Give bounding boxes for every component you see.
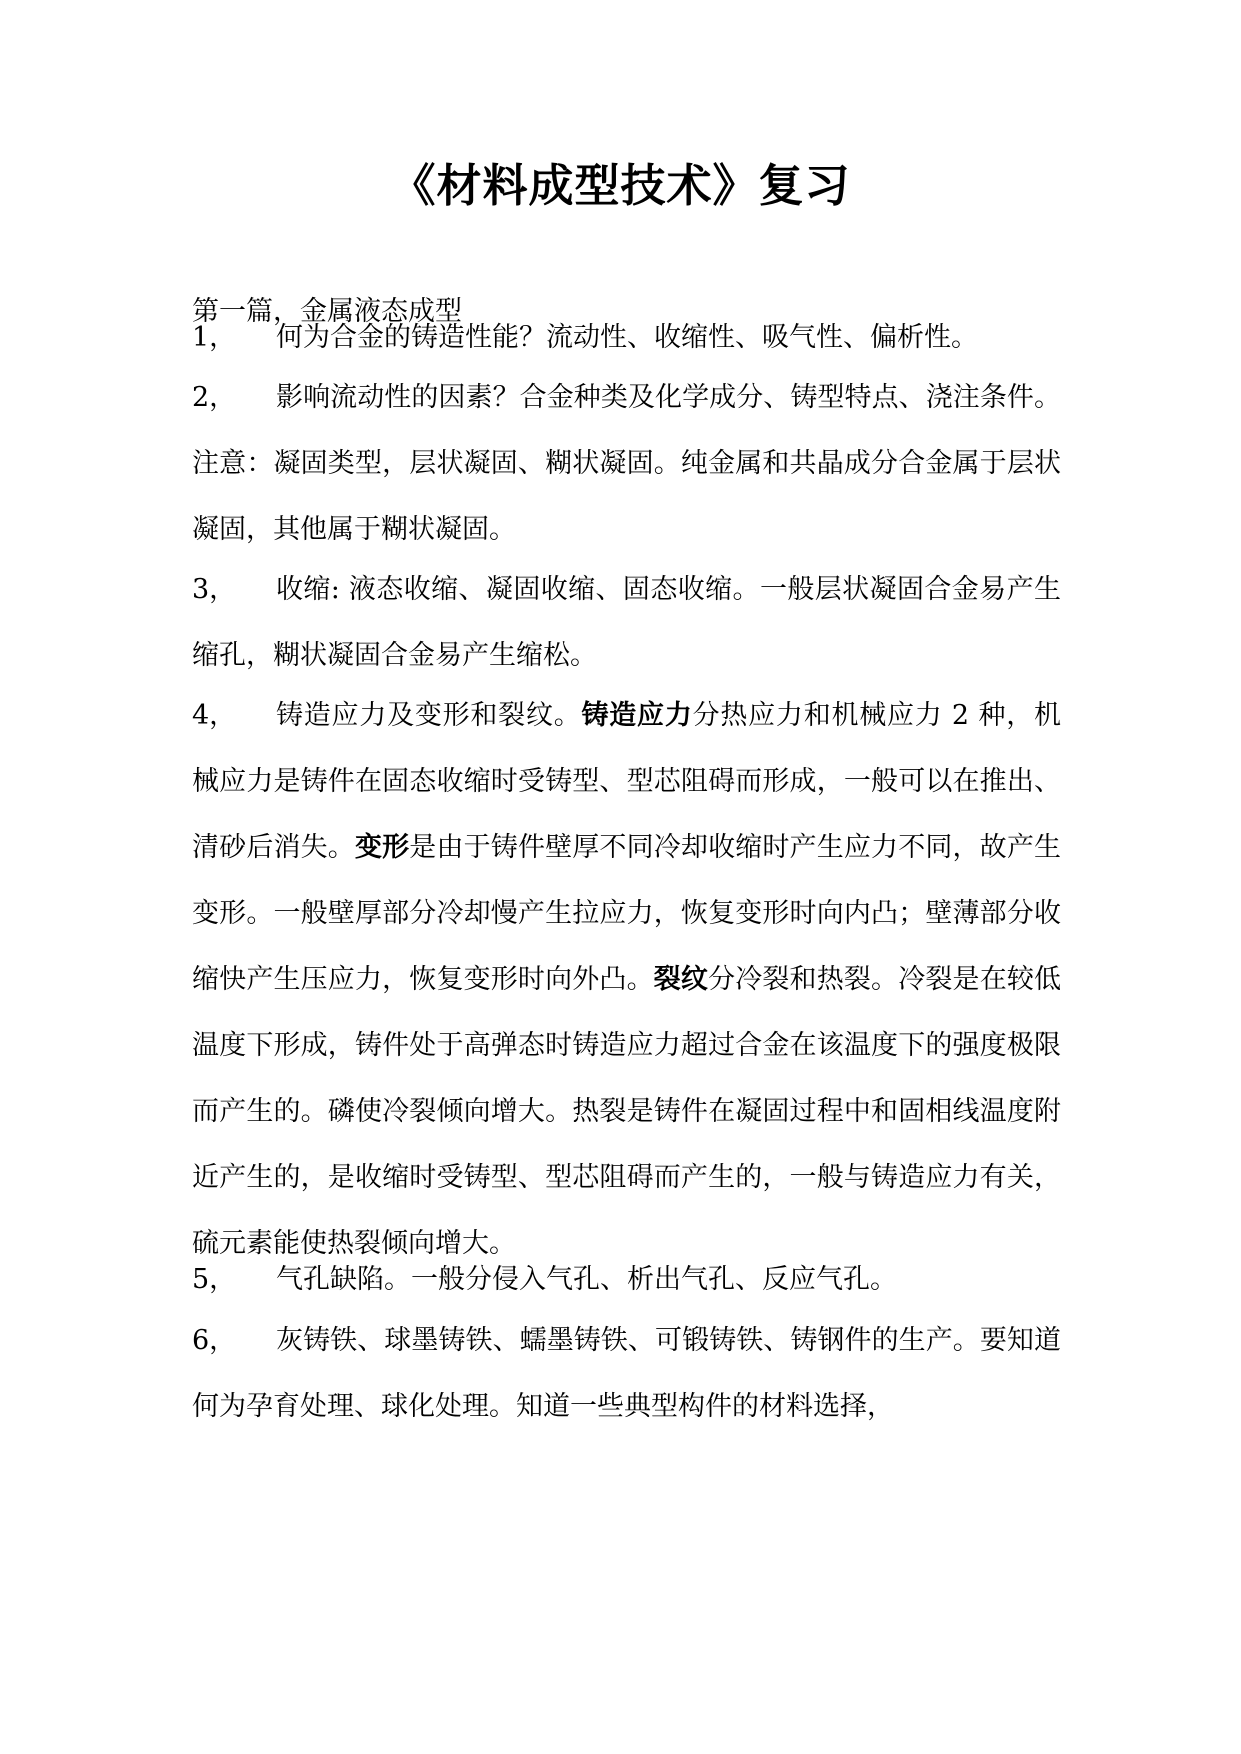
item-text-segment: 分热应力和机械应力 2 种，机械应力是铸件在固态收缩时受铸型、型芯阻碍而形成，一般可以在推出、清砂后消失。: [192, 700, 1062, 863]
item-number: 1，: [192, 322, 237, 353]
item-text-segment: 铸造应力及变形和裂纹。: [276, 700, 582, 731]
item-text: 气孔缺陷。一般分侵入气孔、析出气孔、反应气孔。: [276, 1264, 897, 1295]
item-number: 4，: [192, 700, 237, 731]
term-deformation: 变形: [354, 832, 410, 863]
item-text: 灰铸铁、球墨铸铁、蠕墨铸铁、可锻铸铁、铸钢件的生产。要知道何为孕育处理、球化处理。知道一些典型构件的材料选择，: [192, 1325, 1061, 1422]
item-text-segment: 分冷裂和热裂。冷裂是在较低温度下形成，铸件处于高弹态时铸造应力超过合金在该温度下的强度极限而产生的。磷使冷裂倾向增大。热裂是铸件在凝固过程中和固相线温度附近产生的，是收缩时受铸型、型芯阻碍而产生的，一般与铸造应力有关，硫元素能使热裂倾向增大。: [192, 964, 1062, 1259]
item-number: 5，: [192, 1264, 237, 1295]
item-text: [154, 683, 1061, 1277]
item-text: 何为合金的铸造性能？流动性、收缩性、吸气性、偏析性。: [276, 322, 978, 353]
list-item-6: [192, 1308, 1061, 1440]
item-text: 影响流动性的因素？合金种类及化学成分、铸型特点、浇注条件。注意：凝固类型，层状凝固、糊状凝固。纯金属和共晶成分合金属于层状凝固，其他属于糊状凝固。: [192, 382, 1061, 545]
list-item-3: [192, 557, 1061, 689]
term-cracks: 裂纹: [653, 964, 709, 995]
item-number: 6，: [192, 1325, 237, 1356]
item-number: 3，: [192, 574, 237, 605]
term-casting-stress: 铸造应力: [581, 700, 693, 731]
item-text: 收缩: 液态收缩、凝固收缩、固态收缩。一般层状凝固合金易产生缩孔，糊状凝固合金易产生缩松。: [192, 574, 1061, 671]
list-item-2: [192, 365, 1061, 563]
list-item-1: [192, 305, 1061, 371]
list-item-5: [192, 1247, 1061, 1313]
section-heading: 第一篇，金属液态成型: [192, 296, 462, 327]
list-item-4: [192, 683, 1061, 1277]
item-number: 2，: [192, 382, 237, 413]
document-title: 《材料成型技术》复习: [390, 159, 851, 212]
item-text-segment: 是由于铸件壁厚不同冷却收缩时产生应力不同，故产生变形。一般壁厚部分冷却慢产生拉应力，恢复变形时向内凸；壁薄部分收缩快产生压应力，恢复变形时向外凸。: [192, 832, 1062, 995]
